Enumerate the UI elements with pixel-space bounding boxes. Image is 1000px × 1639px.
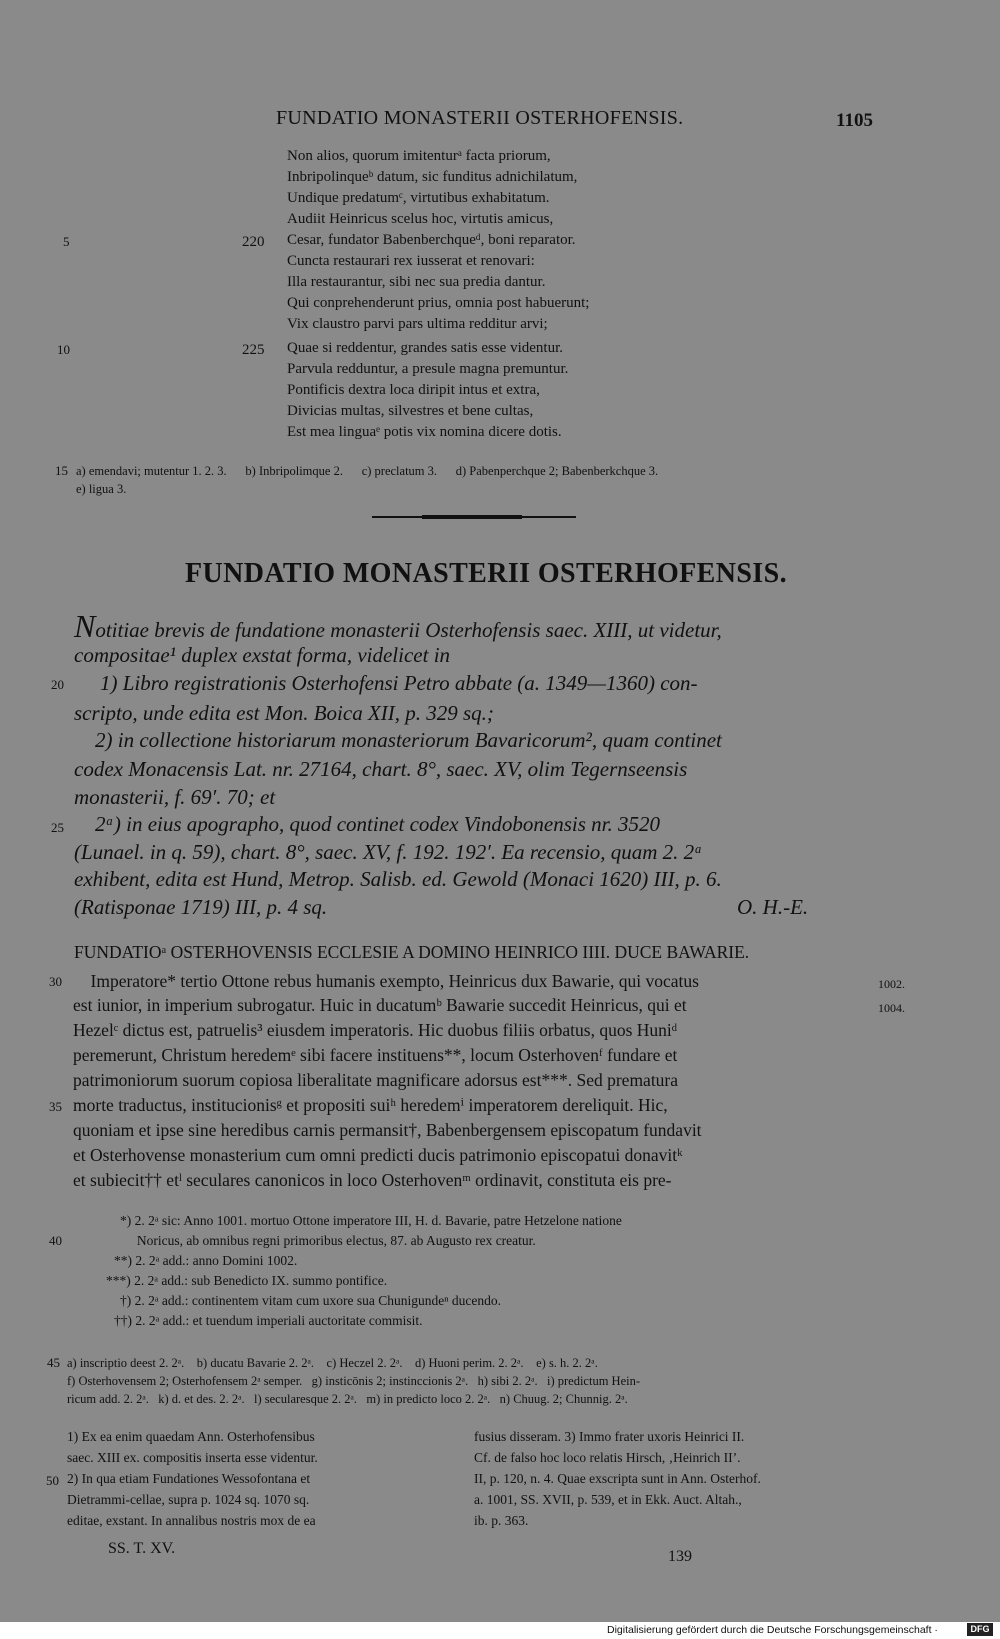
note-line: ††) 2. 2ᵃ add.: et tuendum imperiali auctoritate commisit. <box>114 1313 423 1328</box>
intro-line: (Ratisponae 1719) III, p. 4 sq. <box>74 895 328 919</box>
margin-number: 30 <box>49 974 62 989</box>
note-line: †) 2. 2ᵃ add.: continentem vitam cum uxore sua Chunigundeⁿ ducendo. <box>120 1293 501 1308</box>
body-line: Hezelᶜ dictus est, patruelis³ eiusdem imperatoris. Hic duobus filiis orbatus, quos Huniᵈ <box>73 1020 678 1040</box>
body-line: et subiecit†† etˡ seculares canonicos in loco Osterhovenᵐ ordinavit, constituta eis pre- <box>73 1170 672 1190</box>
margin-number: 45 <box>47 1355 60 1370</box>
intro-line: 2) in collectione historiarum monasteriorum Bavaricorum², quam continet <box>74 728 722 752</box>
verse-line: Parvula redduntur, a presule magna premuntur. <box>287 361 569 377</box>
intro-line: 2ᵃ) in eius apographo, quod continet codex Vindobonensis nr. 3520 <box>74 812 661 836</box>
section-divider <box>372 516 576 518</box>
note-line: **) 2. 2ᵃ add.: anno Domini 1002. <box>114 1253 298 1268</box>
note-line: Noricus, ab omnibus regni primoribus electus, 87. ab Augusto rex creatur. <box>120 1233 536 1248</box>
verse-line: Quae si reddentur, grandes satis esse videntur. <box>287 340 563 356</box>
intro-line: compositae¹ duplex exstat forma, videlicet in <box>74 643 451 667</box>
verse-line: Audiit Heinricus scelus hoc, virtutis amicus, <box>287 211 554 227</box>
margin-number: 50 <box>46 1473 59 1488</box>
verse-line: Est mea linguaᵉ potis vix nomina dicere dotis. <box>287 424 562 440</box>
footnote-line: a) emendavi; mutentur 1. 2. 3. b) Inbripolimque 2. c) preclatum 3. d) Pabenperchque 2; Babenberkchque 3. <box>76 464 659 478</box>
body-line: morte traductus, institucionisᵍ et propositi suiʰ heredemⁱ imperatorem dereliquit. Hic, <box>73 1095 668 1115</box>
signature-number: 139 <box>668 1548 692 1565</box>
body-line: est iunior, in imperium subrogatur. Huic in ducatumᵇ Bawarie succedit Heinricus, qui et <box>73 995 687 1015</box>
page-number: 1105 <box>836 110 873 131</box>
margin-number: 40 <box>49 1233 62 1248</box>
verse-line: Non alios, quorum imitenturᵃ facta priorum, <box>287 148 551 164</box>
drop-cap: N <box>74 608 96 644</box>
running-title: FUNDATIO MONASTERII OSTERHOFENSIS. <box>276 107 684 129</box>
margin-number: 5 <box>63 234 70 249</box>
verse-line: Vix claustro parvi pars ultima redditur arvi; <box>287 316 548 332</box>
dfg-logo: DFG <box>967 1623 993 1636</box>
digitization-credit: Digitalisierung gefördert durch die Deutsche Forschungsgemeinschaft · <box>607 1624 938 1636</box>
body-line: patrimoniorum suorum copiosa liberalitate magnificare adorsus est***. Sed prematura <box>73 1070 679 1090</box>
intro-line: (Lunael. in q. 59), chart. 8°, saec. XV, f. 192. 192′. Ea recensio, quam 2. 2ᵃ <box>74 840 703 864</box>
editor-signature: O. H.-E. <box>737 895 809 919</box>
margin-year: 1002. <box>878 977 905 991</box>
margin-year: 1004. <box>878 1001 905 1015</box>
footnote-line: e) ligua 3. <box>76 482 127 496</box>
note-line: ***) 2. 2ᵃ add.: sub Benedicto IX. summo pontifice. <box>106 1273 388 1288</box>
body-line: peremerunt, Christum heredemᵉ sibi facere instituens**, locum Osterhovenᶠ fundare et <box>73 1045 678 1065</box>
note-line: II, p. 120, n. 4. Quae exscripta sunt in Ann. Osterhof. <box>474 1471 761 1486</box>
intro-line: monasterii, f. 69′. 70; et <box>74 785 276 809</box>
body-line: Imperatore* tertio Ottone rebus humanis exempto, Heinricus dux Bawarie, qui vocatus <box>73 971 699 991</box>
margin-number: 15 <box>55 463 68 478</box>
note-line: editae, exstant. In annalibus nostris mox de ea <box>67 1513 316 1528</box>
intro-line: codex Monacensis Lat. nr. 27164, chart. 8°, saec. XV, olim Tegernseensis <box>74 757 688 781</box>
note-line: fusius disseram. 3) Immo frater uxoris Heinrici II. <box>474 1429 745 1444</box>
note-line: Cf. de falso hoc loco relatis Hirsch, ‚Heinrich II’. <box>474 1450 741 1465</box>
verse-line: Cesar, fundator Babenberchqueᵈ, boni reparator. <box>287 232 576 248</box>
note-line: a) inscriptio deest 2. 2ᵃ. b) ducatu Bavarie 2. 2ᵃ. c) Heczel 2. 2ᵃ. d) Huoni perim. 2. 2ᵃ. e) s. h. 2. 2ᵃ. <box>67 1356 598 1370</box>
margin-number: 35 <box>49 1099 62 1114</box>
verse-line: Illa restaurantur, sibi nec sua predia dantur. <box>287 274 546 290</box>
verse-line: Divicias multas, silvestres et bene cultas, <box>287 403 534 419</box>
intro-line: exhibent, edita est Hund, Metrop. Salisb. ed. Gewold (Monaci 1620) III, p. 6. <box>74 867 722 891</box>
margin-number: 20 <box>51 677 64 692</box>
section-title: FUNDATIO MONASTERII OSTERHOFENSIS. <box>185 558 787 589</box>
note-line: 2) In qua etiam Fundationes Wessofontana et <box>67 1471 311 1486</box>
body-line: et Osterhovense monasterium cum omni predicti ducis patrimonio episcopatui donavitᵏ <box>73 1145 683 1165</box>
body-line: quoniam et ipse sine heredibus carnis permansit†, Babenbergensem episcopatum fundavit <box>73 1120 702 1140</box>
verse-line: Pontificis dextra loca diripit intus et extra, <box>287 382 540 398</box>
note-line: Dietrammi-cellae, supra p. 1024 sq. 1070 sq. <box>67 1492 310 1507</box>
note-line: *) 2. 2ᵃ sic: Anno 1001. mortuo Ottone imperatore III, H. d. Bavarie, patre Hetzelone natione <box>120 1213 622 1228</box>
note-line: f) Osterhovensem 2; Osterhofensem 2ᵃ semper. g) insticōnis 2; instinccionis 2ᵃ. h) sibi 2. 2ᵃ. i) predictum Hein- <box>67 1374 641 1388</box>
verse-line: Inbripolinqueᵇ datum, sic funditus adnichilatum, <box>287 169 578 185</box>
note-line: saec. XIII ex. compositis inserta esse videntur. <box>67 1450 318 1465</box>
verse-number: 220 <box>242 234 265 250</box>
note-line: ib. p. 363. <box>474 1513 529 1528</box>
note-line: a. 1001, SS. XVII, p. 539, et in Ekk. Auct. Altah., <box>474 1492 742 1507</box>
text-subtitle: FUNDATIOᵃ OSTERHOVENSIS ECCLESIE A DOMINO HEINRICO IIII. DUCE BAWARIE. <box>74 942 750 962</box>
verse-number: 225 <box>242 342 265 358</box>
verse-line: Undique predatumᶜ, virtutibus exhabitatum. <box>287 190 550 206</box>
margin-number: 10 <box>57 342 70 357</box>
verse-line: Cuncta restaurari rex iusserat et renovari: <box>287 253 535 269</box>
note-line: ricum add. 2. 2ᵃ. k) d. et des. 2. 2ᵃ. l) secularesque 2. 2ᵃ. m) in predicto loco 2. 2ᵃ. n) Chuug. 2; Chunnig. 2ᵃ. <box>67 1392 628 1406</box>
verse-line: Qui conprehenderunt prius, omnia post habuerunt; <box>287 295 590 311</box>
intro-line: Notitiae brevis de fundatione monasterii Osterhofensis saec. XIII, ut videtur, <box>74 608 722 644</box>
intro-line: 1) Libro registrationis Osterhofensi Petro abbate (a. 1349—1360) con- <box>100 671 698 695</box>
margin-number: 25 <box>51 820 64 835</box>
volume-label: SS. T. XV. <box>108 1540 176 1557</box>
note-line: 1) Ex ea enim quaedam Ann. Osterhofensibus <box>67 1429 315 1444</box>
intro-line: scripto, unde edita est Mon. Boica XII, p. 329 sq.; <box>74 701 494 725</box>
